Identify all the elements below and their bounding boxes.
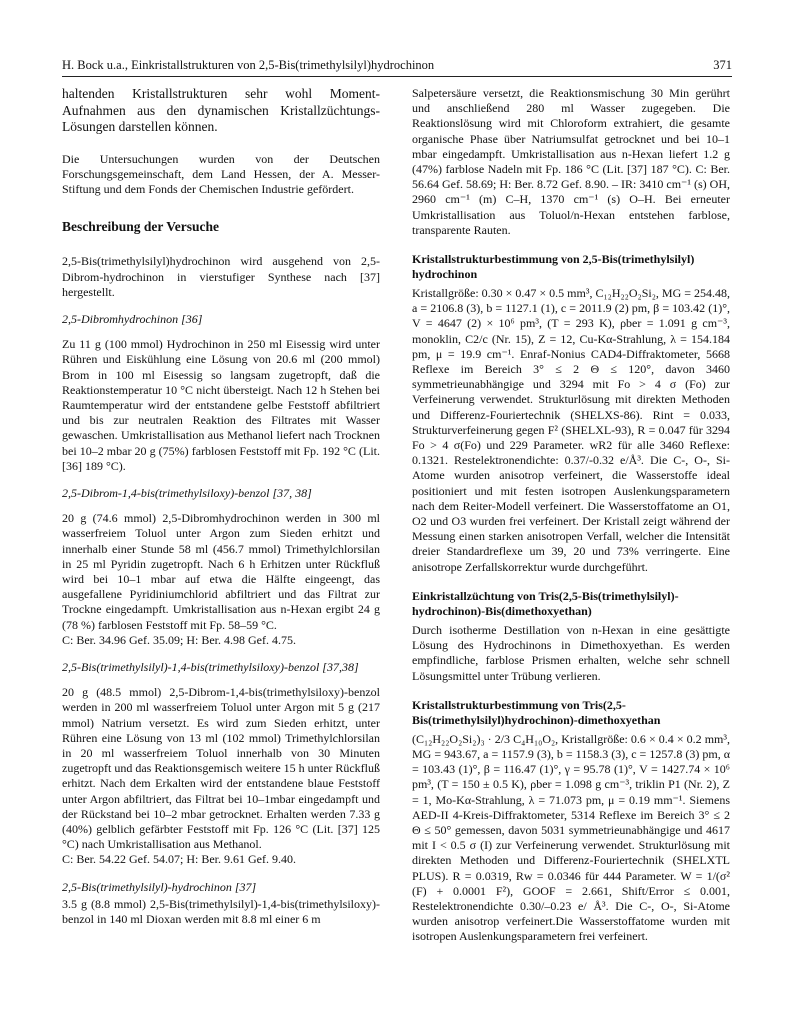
right-column (412, 86, 730, 945)
paragraph-structure-2: (C₁₂H₂₂O₂Si₂)₃ · 2/3 C₄H₁₀O₂, Kristallgröße: 0.6 × 0.4 × 0.2 mm³, MG = 943.67, a = 1157.9 (3), b = 1158.3 (3), c = 1257.8 (3) pm, α = 103.43 (1)°, β = 116.47 (1)°, γ = 95.78 (1)°, V = 1427.74 × 10⁶ pm³, (T = 150 ± 0.5 K), ρber = 1.098 g cm⁻³, triklin P1 (Nr. 2), Z = 1, Mo-Kα-Strahlung, λ = 71.073 pm, μ = 0.19 mm⁻¹. Siemens AED-II 4-Kreis-Diffraktometer, 5314 Reflexe im Bereich 3° ≤ 2 Θ ≤ 50° gemessen, davon 5031 symmetrieunabhängige und 4617 mit I < 0.5 σ (I) zur Verfeinerung verwendet. Strukturlösung mit direkten Methoden und Differenz-Fouriertechnik (SHELXTL PLUS). R = 0.0319, Rw = 0.0346 für 444 Parameter. W = 1/(σ² (F) + 0.0001 F²), GOOF = 2.661, Shift/Error ≤ 0.001, Restelektronendichte 0.30/–0.23 e/ Å³. Die C-, O-, Si-Atome wurden anisotrop verfeinert.Die Wasserstoffatome wurden mit isotropen Auslenkungsparametern frei verfeinert. (412, 731, 730, 944)
compound-heading-dibrom-siloxy-benzol: 2,5-Dibrom-1,4-bis(trimethylsiloxy)-benzol [37, 38] (62, 485, 312, 500)
subheading-crystal-growth: Einkristallzüchtung von Tris(2,5-Bis(trimethylsilyl)-hydrochinon)-Bis(dimethoxyethan) (412, 588, 679, 618)
compound-heading-bis-silyl-siloxy-benzol: 2,5-Bis(trimethylsilyl)-1,4-bis(trimethylsiloxy)-benzol [37,38] (62, 659, 359, 674)
subheading-structure-1: Kristallstrukturbestimmung von 2,5-Bis(trimethylsilyl) hydrochinon (412, 252, 695, 282)
paragraph-synthesis-overview: 2,5-Bis(trimethylsilyl)hydrochinon wird ausgehend von 2,5-Dibrom-hydrochinon in vierstufiger Synthese nach [37] hergestellt. (62, 254, 380, 299)
paragraph-crystal-growth: Durch isotherme Destillation von n-Hexan in eine gesättigte Lösung des Hydrochinons in Dimethoxyethan. Es werden empfindliche, farblose Prismen erhalten, welche sehr schnell Lösungsmittel unter Trübung verlieren. (412, 622, 730, 683)
paragraph-dibrom-siloxy-benzol: 20 g (74.6 mmol) 2,5-Dibromhydrochinon werden in 300 ml wasserfreiem Toluol unter Argon zum Sieden erhitzt und innerhalb einer Stunde 58 ml (456.7 mmol) Trimethylchlorsilan in 25 ml Pyridin zugetropft. Nach 6 h Erhitzen unter Rückfluß wird bei 10–1 mbar auf etwa die Hälfte eingeengt, das ausgefallene Pyridiniumchlorid abfiltriert und das Filtrat zur Trockne eingedampft. Umkristallisation aus n-Hexan ergibt 24 g (78 %) farblosen Feststoff mit Fp. 58–59 °C. (62, 511, 380, 632)
subheading-structure-2: Kristallstrukturbestimmung von Tris(2,5-Bis(trimethylsilyl)hydrochinon)-dimethoxyethan (412, 697, 661, 727)
running-header (62, 58, 732, 77)
paragraph-bis-silyl-siloxy-benzol: 20 g (48.5 mmol) 2,5-Dibrom-1,4-bis(trimethylsiloxy)-benzol werden in 200 ml wasserfreiem Toluol unter Argon mit 5 g (217 mmol) Natrium versetzt. Es wird zum Sieden erhitzt, unter Rühren eine Lösung von 13 ml (102 mmol) Trimethylchlorsilan in 20 ml wasserfreiem Toluol innerhalb von 30 Minuten zugetropft und das Reaktionsgemisch weitere 15 h unter Rückfluß erhitzt. Nach dem Erkalten wird der entstandene blaue Feststoff unter Argon abfiltriert, das Filtrat bei 10–1mbar eingedampft und der Rückstand bei 10–2 mbar getrocknet. Erhalten werden 7.33 g (40%) gelblich gefärbter Feststoff mit Fp. 126 °C (Lit. [37] 125 °C) nach Umkristallisation aus Methanol. (62, 685, 380, 852)
elemental-analysis-1: C: Ber. 34.96 Gef. 35.09; H: Ber. 4.98 Gef. 4.75. (62, 632, 296, 647)
compound-heading-bis-silyl-hydrochinon: 2,5-Bis(trimethylsilyl)-hydrochinon [37] (62, 879, 257, 894)
paragraph-structure-1: Kristallgröße: 0.30 × 0.47 × 0.5 mm³, C₁₂H₂₂O₂Si₂, MG = 254.48, a = 2106.8 (3), b = 1127.1 (1), c = 2011.9 (2) pm, β = 103.42 (1)°, V = 4647 (2) × 10⁶ pm³, (T = 293 K), ρber = 1.091 g cm⁻³, monoklin, C2/c (Nr. 15), Z = 12, Cu-Kα-Strahlung, λ = 154.184 pm, μ = 19.9 cm⁻¹. Enraf-Nonius CAD4-Diffraktometer, 5668 Reflexe im Bereich 3° ≤ 2 Θ ≤ 120°, davon 3460 symmetrieunabhängige und 3294 mit Fo > 4 σ (Fo) zur Verfeinerung verwendet. Strukturlösung mit direkten Methoden und Differenz-Fouriertechnik (SHELXS-86). Rint = 0.033, Strukturverfeinerung gegen F² (SHELXL-93), R = 0.047 für 3294 Fo > 4 σ(Fo) und 229 Parameter. wR2 für alle 3460 Reflexe: 0.1321. Restelektronendichte: 0.37/-0.32 e/Å³. Die C-, O-, Si-Atome wurden anisotrop verfeinert, die Wasserstoffe ideal positioniert und mit festen isotropen Auslenkungsparametern nach dem Reiter-Modell verfeinert. Die Wasserstoffatome an O1, O2 und O3 wurden frei verfeinert. Der Kristall zeigt während der Messung einen starken anisotropen Verfall, welcher die Intensität dreier Standardreflexe um 39, 20 und 73% verringerte. Eine anisotrope Zerfallskorrektur wurde durchgeführt. (412, 286, 730, 574)
intro-paragraph: haltenden Kristallstrukturen sehr wohl Moment-Aufnahmen aus den dynamischen Kristallzüchtungs-Lösungen darstellen können. (62, 86, 380, 134)
acknowledgement: Die Untersuchungen wurden von der Deutschen Forschungsgemeinschaft, dem Land Hessen, der A. Messer-Stiftung und dem Fonds der Chemischen Industrie gefördert. (62, 151, 380, 196)
compound-heading-dibromhydrochinon: 2,5-Dibromhydrochinon [36] (62, 311, 203, 326)
elemental-analysis-2: C: Ber. 54.22 Gef. 54.07; H: Ber. 9.61 Gef. 9.40. (62, 852, 296, 867)
left-column (62, 86, 380, 927)
paragraph-continuation: Salpetersäure versetzt, die Reaktionsmischung 30 Min gerührt und anschließend 280 ml Wasser zugegeben. Die Reaktionslösung wird mit Chloroform extrahiert, die gesamte organische Phase über Natriumsulfat getrocknet und bei 10–1 mbar eingedampft. Umkristallisation aus n-Hexan liefert 1.2 g (47%) farblose Nadeln mit Fp. 186 °C (Lit. [37] 187 °C). C: Ber. 56.64 Gef. 58.69; H: Ber. 8.72 Gef. 8.90. – IR: 3410 cm⁻¹ (s) OH, 2960 cm⁻¹ (m) C–H, 1370 cm⁻¹ (s) O–H. Bei erneuter Umkristallisation aus Toluol/n-Hexan entstehen farblose, transparente Rauten. (412, 86, 730, 237)
paragraph-bis-silyl-hydrochinon: 3.5 g (8.8 mmol) 2,5-Bis(trimethylsilyl)-1,4-bis(trimethylsiloxy)-benzol in 140 ml Dioxan werden mit 8.8 ml einer 6 m (62, 896, 380, 927)
paragraph-dibromhydrochinon: Zu 11 g (100 mmol) Hydrochinon in 250 ml Eisessig wird unter Rühren und Eiskühlung eine Lösung von 20.6 ml (200 mmol) Brom in 100 ml Eisessig so langsam zugetropft, daß die Reaktionstemperatur 10 °C nicht übersteigt. Nach 12 h Stehen bei Raumtemperatur wird der entstandene gelbe Feststoff abfiltriert und bis zur neutralen Reaktion des Filtrates mit Wasser gewaschen. Umkristallisation aus Methanol liefert nach Trocknen bei 10–2 mbar 20 g (75%) farblosen Feststoff mit Fp. 192 °C (Lit. [36] 189 °C). (62, 337, 380, 473)
section-heading: Beschreibung der Versuche (62, 219, 220, 235)
running-title: H. Bock u.a., Einkristallstrukturen von 2,5-Bis(trimethylsilyl)hydrochinon (62, 58, 435, 72)
page-number: 371 (713, 58, 732, 72)
